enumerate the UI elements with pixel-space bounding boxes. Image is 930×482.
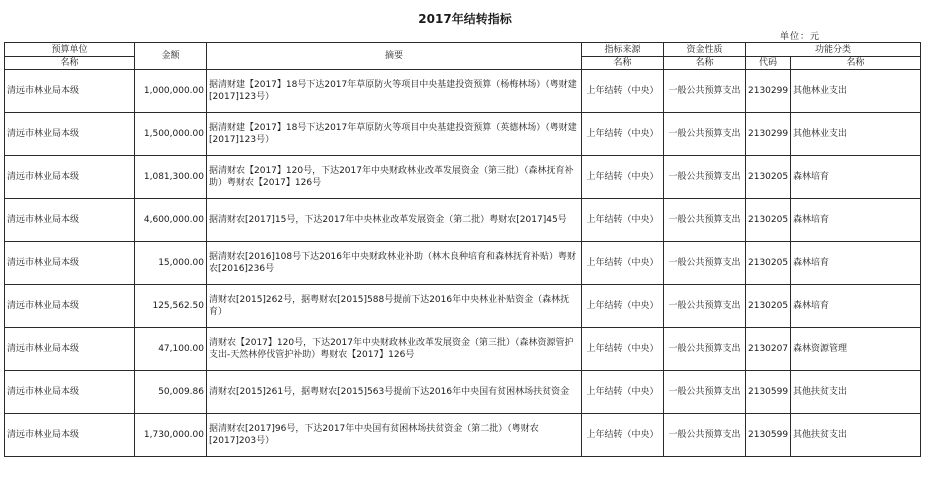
summary-cell: 据清财建【2017】18号下达2017年草原防火等项目中央基建投资预算（杨梅林场）（粤财建[2017]123号） bbox=[207, 70, 582, 113]
amount-cell: 47,100.00 bbox=[135, 328, 207, 371]
amount-cell: 50,009.86 bbox=[135, 371, 207, 414]
fund-nature-cell: 一般公共预算支出 bbox=[664, 156, 746, 199]
source-cell: 上年结转（中央） bbox=[582, 156, 664, 199]
table-row bbox=[5, 328, 921, 371]
source-cell: 上年结转（中央） bbox=[582, 285, 664, 328]
function-code-cell: 2130299 bbox=[746, 70, 791, 113]
unit-cell: 清远市林业局本级 bbox=[5, 328, 135, 371]
header-fund-nature: 资金性质 bbox=[664, 43, 746, 57]
source-cell: 上年结转（中央） bbox=[582, 113, 664, 156]
header-budget-unit: 预算单位 bbox=[5, 43, 135, 57]
source-cell: 上年结转（中央） bbox=[582, 371, 664, 414]
document-title: 2017年结转指标 bbox=[418, 12, 512, 26]
unit-cell: 清远市林业局本级 bbox=[5, 156, 135, 199]
header-source-name: 名称 bbox=[582, 57, 664, 70]
header-amount: 金额 bbox=[135, 43, 207, 70]
amount-cell: 1,081,300.00 bbox=[135, 156, 207, 199]
amount-cell: 1,500,000.00 bbox=[135, 113, 207, 156]
function-name-cell: 其他林业支出 bbox=[791, 113, 921, 156]
table-row bbox=[5, 242, 921, 285]
summary-cell: 清财农[2015]262号，据粤财农[2015]588号提前下达2016年中央林业补贴资金（森林抚育） bbox=[207, 285, 582, 328]
header-row-1 bbox=[5, 43, 921, 57]
unit-cell: 清远市林业局本级 bbox=[5, 371, 135, 414]
amount-cell: 1,000,000.00 bbox=[135, 70, 207, 113]
header-function-class: 功能分类 bbox=[746, 43, 921, 57]
header-source: 指标来源 bbox=[582, 43, 664, 57]
fund-nature-cell: 一般公共预算支出 bbox=[664, 414, 746, 457]
source-cell: 上年结转（中央） bbox=[582, 328, 664, 371]
function-name-cell: 森林资源管理 bbox=[791, 328, 921, 371]
function-code-cell: 2130205 bbox=[746, 199, 791, 242]
source-cell: 上年结转（中央） bbox=[582, 242, 664, 285]
fund-nature-cell: 一般公共预算支出 bbox=[664, 70, 746, 113]
header-budget-unit-name: 名称 bbox=[5, 57, 135, 70]
table-row bbox=[5, 285, 921, 328]
summary-cell: 据清财建【2017】18号下达2017年草原防火等项目中央基建投资预算（英德林场）（粤财建[2017]123号） bbox=[207, 113, 582, 156]
amount-cell: 4,600,000.00 bbox=[135, 199, 207, 242]
function-name-cell: 森林培育 bbox=[791, 285, 921, 328]
unit-cell: 清远市林业局本级 bbox=[5, 285, 135, 328]
function-name-cell: 森林培育 bbox=[791, 242, 921, 285]
unit-cell: 清远市林业局本级 bbox=[5, 414, 135, 457]
unit-cell: 清远市林业局本级 bbox=[5, 70, 135, 113]
amount-cell: 1,730,000.00 bbox=[135, 414, 207, 457]
function-name-cell: 其他林业支出 bbox=[791, 70, 921, 113]
fund-nature-cell: 一般公共预算支出 bbox=[664, 199, 746, 242]
table-row bbox=[5, 199, 921, 242]
fund-nature-cell: 一般公共预算支出 bbox=[664, 242, 746, 285]
table-body bbox=[5, 70, 921, 457]
function-code-cell: 2130299 bbox=[746, 113, 791, 156]
summary-cell: 清财农【2017】120号，下达2017年中央财政林业改革发展资金（第三批）（森林资源管护支出-天然林停伐管护补助）粤财农【2017】126号 bbox=[207, 328, 582, 371]
amount-cell: 125,562.50 bbox=[135, 285, 207, 328]
header-summary: 摘要 bbox=[207, 43, 582, 70]
source-cell: 上年结转（中央） bbox=[582, 414, 664, 457]
function-code-cell: 2130205 bbox=[746, 156, 791, 199]
function-code-cell: 2130599 bbox=[746, 414, 791, 457]
carryover-table bbox=[4, 42, 921, 457]
table-row bbox=[5, 70, 921, 113]
fund-nature-cell: 一般公共预算支出 bbox=[664, 113, 746, 156]
header-function-name: 名称 bbox=[791, 57, 921, 70]
unit-cell: 清远市林业局本级 bbox=[5, 113, 135, 156]
table-row bbox=[5, 414, 921, 457]
unit-label: 单位：元 bbox=[780, 32, 821, 42]
function-code-cell: 2130205 bbox=[746, 242, 791, 285]
function-name-cell: 其他扶贫支出 bbox=[791, 371, 921, 414]
summary-cell: 据清财农[2017]15号，下达2017年中央林业改革发展资金（第二批）粤财农[2017]45号 bbox=[207, 199, 582, 242]
unit-cell: 清远市林业局本级 bbox=[5, 242, 135, 285]
summary-cell: 据清财农【2017】120号，下达2017年中央财政林业改革发展资金（第三批）（森林抚育补助）粤财农【2017】126号 bbox=[207, 156, 582, 199]
unit-cell: 清远市林业局本级 bbox=[5, 199, 135, 242]
header-fund-nature-name: 名称 bbox=[664, 57, 746, 70]
amount-cell: 15,000.00 bbox=[135, 242, 207, 285]
summary-cell: 据清财农[2016]108号下达2016年中央财政林业补助（林木良种培育和森林抚育补贴）粤财农[2016]236号 bbox=[207, 242, 582, 285]
function-code-cell: 2130205 bbox=[746, 285, 791, 328]
table-row bbox=[5, 113, 921, 156]
table-row bbox=[5, 371, 921, 414]
function-name-cell: 森林培育 bbox=[791, 199, 921, 242]
function-name-cell: 森林培育 bbox=[791, 156, 921, 199]
fund-nature-cell: 一般公共预算支出 bbox=[664, 371, 746, 414]
source-cell: 上年结转（中央） bbox=[582, 70, 664, 113]
function-name-cell: 其他扶贫支出 bbox=[791, 414, 921, 457]
header-function-code: 代码 bbox=[746, 57, 791, 70]
function-code-cell: 2130599 bbox=[746, 371, 791, 414]
summary-cell: 据清财农[2017]96号，下达2017年中央国有贫困林场扶贫资金（第二批）（粤财农[2017]203号） bbox=[207, 414, 582, 457]
source-cell: 上年结转（中央） bbox=[582, 199, 664, 242]
fund-nature-cell: 一般公共预算支出 bbox=[664, 328, 746, 371]
summary-cell: 清财农[2015]261号，据粤财农[2015]563号提前下达2016年中央国有贫困林场扶贫资金 bbox=[207, 371, 582, 414]
fund-nature-cell: 一般公共预算支出 bbox=[664, 285, 746, 328]
function-code-cell: 2130207 bbox=[746, 328, 791, 371]
table-row bbox=[5, 156, 921, 199]
